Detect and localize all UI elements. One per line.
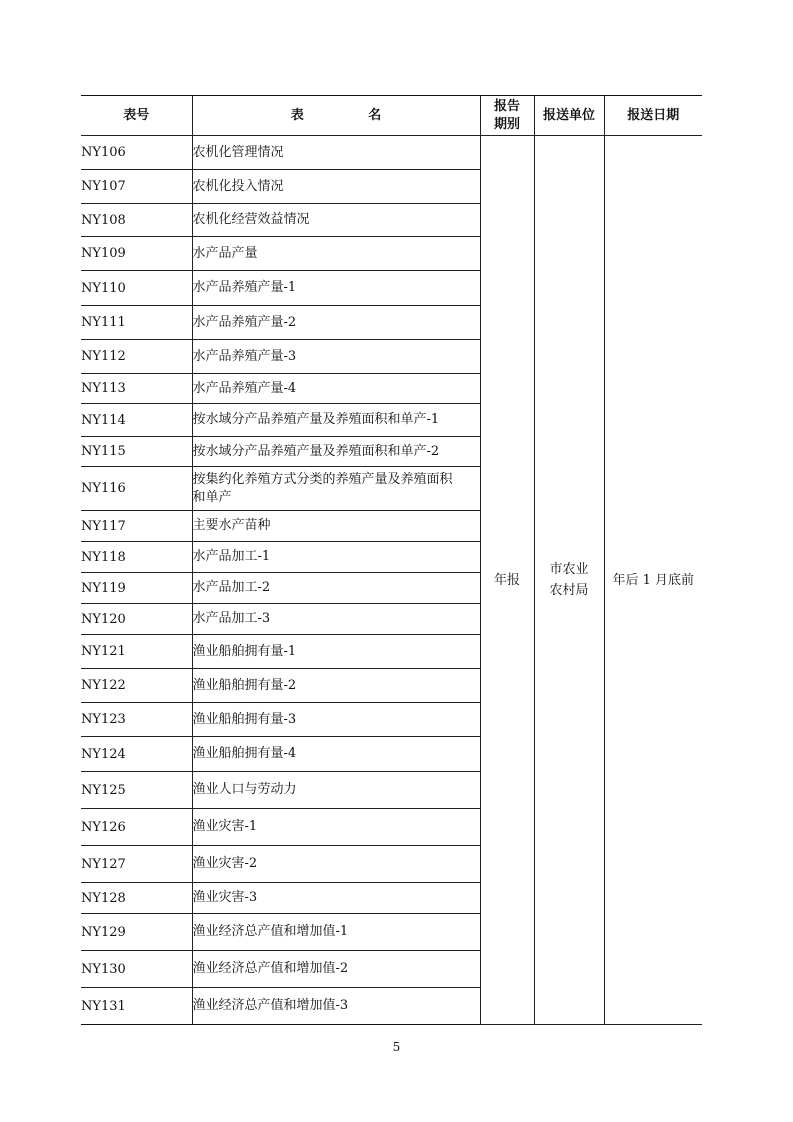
row-name: 渔业灾害-1 <box>192 809 480 846</box>
row-code: NY106 <box>81 136 192 170</box>
row-name: 水产品养殖产量-2 <box>192 306 480 340</box>
row-name: 农机化经营效益情况 <box>192 204 480 237</box>
row-name: 渔业经济总产值和增加值-2 <box>192 951 480 988</box>
row-code: NY129 <box>81 914 192 951</box>
merged-unit <box>534 136 604 1025</box>
row-name: 水产品加工-3 <box>192 604 480 635</box>
row-name: 渔业船舶拥有量-4 <box>192 737 480 772</box>
row-code: NY131 <box>81 988 192 1025</box>
row-code: NY116 <box>81 467 192 511</box>
row-name: 水产品养殖产量-1 <box>192 271 480 306</box>
row-name: 水产品养殖产量-4 <box>192 374 480 404</box>
row-code: NY115 <box>81 437 192 467</box>
row-name: 渔业经济总产值和增加值-3 <box>192 988 480 1025</box>
header-date: 报送日期 <box>604 96 702 136</box>
row-name: 水产品养殖产量-3 <box>192 340 480 374</box>
header-period: 报告 期别 <box>480 96 534 136</box>
row-code: NY126 <box>81 809 192 846</box>
table-header-row <box>81 96 702 136</box>
row-name: 渔业船舶拥有量-1 <box>192 635 480 669</box>
row-code: NY108 <box>81 204 192 237</box>
row-name: 按水域分产品养殖产量及养殖面积和单产-1 <box>192 404 480 437</box>
page-number: 5 <box>392 1040 401 1054</box>
header-code: 表号 <box>81 96 192 136</box>
row-name: 水产品加工-2 <box>192 573 480 604</box>
row-code: NY119 <box>81 573 192 604</box>
merged-date: 年后 1 月底前 <box>604 136 702 1025</box>
report-schedule-table <box>81 95 702 1025</box>
row-name: 渔业灾害-3 <box>192 883 480 914</box>
table-body <box>81 136 702 1025</box>
row-name: 渔业灾害-2 <box>192 846 480 883</box>
row-name: 水产品产量 <box>192 237 480 271</box>
row-code: NY127 <box>81 846 192 883</box>
row-code: NY125 <box>81 772 192 809</box>
row-code: NY118 <box>81 542 192 573</box>
header-unit: 报送单位 <box>534 96 604 136</box>
row-name: 农机化投入情况 <box>192 170 480 204</box>
row-name: 水产品加工-1 <box>192 542 480 573</box>
row-name: 按集约化养殖方式分类的养殖产量及养殖面积和单产 <box>192 467 480 511</box>
row-code: NY107 <box>81 170 192 204</box>
merged-unit-line1: 市农业 <box>549 562 589 577</box>
row-code: NY110 <box>81 271 192 306</box>
row-name: 按水域分产品养殖产量及养殖面积和单产-2 <box>192 437 480 467</box>
row-name: 农机化管理情况 <box>192 136 480 170</box>
row-code: NY113 <box>81 374 192 404</box>
header-name: 表 名 <box>192 96 480 136</box>
row-code: NY109 <box>81 237 192 271</box>
table-row <box>81 136 702 170</box>
row-name: 主要水产苗种 <box>192 511 480 542</box>
row-name: 渔业人口与劳动力 <box>192 772 480 809</box>
merged-unit-line2: 农村局 <box>549 583 589 598</box>
row-code: NY130 <box>81 951 192 988</box>
row-code: NY121 <box>81 635 192 669</box>
row-code: NY122 <box>81 669 192 703</box>
row-code: NY120 <box>81 604 192 635</box>
row-code: NY117 <box>81 511 192 542</box>
row-code: NY112 <box>81 340 192 374</box>
merged-period: 年报 <box>480 136 534 1025</box>
row-name: 渔业船舶拥有量-3 <box>192 703 480 737</box>
row-name: 渔业经济总产值和增加值-1 <box>192 914 480 951</box>
row-name: 渔业船舶拥有量-2 <box>192 669 480 703</box>
row-code: NY124 <box>81 737 192 772</box>
row-code: NY128 <box>81 883 192 914</box>
row-code: NY123 <box>81 703 192 737</box>
row-code: NY114 <box>81 404 192 437</box>
row-code: NY111 <box>81 306 192 340</box>
